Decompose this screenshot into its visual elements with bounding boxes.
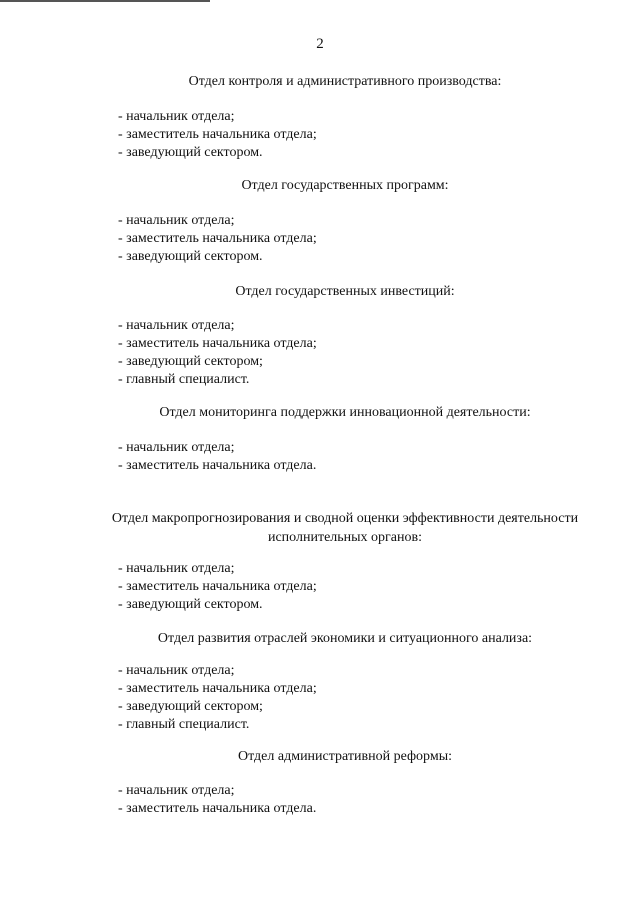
position-list-economy-sectors bbox=[118, 662, 317, 734]
top-rule bbox=[0, 0, 210, 2]
section-title-state-investments: Отдел государственных инвестиций: bbox=[235, 284, 455, 299]
list-item: - заведующий сектором; bbox=[118, 354, 263, 369]
list-item: - начальник отдела; bbox=[118, 783, 235, 798]
section-title-line: Отдел макропрогнозирования и сводной оценки эффективности деятельности bbox=[111, 511, 579, 526]
position-list-control bbox=[118, 108, 317, 162]
list-item: - заместитель начальника отдела; bbox=[118, 336, 317, 351]
list-item: - начальник отдела; bbox=[118, 213, 235, 228]
list-item: - начальник отдела; bbox=[118, 109, 235, 124]
section-title-admin-reform: Отдел административной реформы: bbox=[238, 749, 452, 764]
list-item: - заведующий сектором; bbox=[118, 699, 263, 714]
section-title-innovation-monitoring: Отдел мониторинга поддержки инновационной деятельности: bbox=[159, 405, 531, 420]
section-title-state-programs: Отдел государственных программ: bbox=[241, 178, 449, 193]
list-item: - заместитель начальника отдела. bbox=[118, 801, 317, 816]
position-list-macro-forecasting bbox=[118, 560, 317, 614]
page-number: 2 bbox=[316, 36, 324, 52]
section-title-macro-forecasting bbox=[40, 509, 640, 547]
list-item: - заместитель начальника отдела; bbox=[118, 579, 317, 594]
list-item: - заместитель начальника отдела; bbox=[118, 681, 317, 696]
section-title-economy-sectors: Отдел развития отраслей экономики и ситуационного анализа: bbox=[157, 631, 533, 646]
section-title-control: Отдел контроля и административного производства: bbox=[188, 74, 502, 89]
list-item: - начальник отдела; bbox=[118, 561, 235, 576]
position-list-state-investments bbox=[118, 317, 317, 389]
section-title-line: исполнительных органов: bbox=[267, 530, 423, 545]
list-item: - заведующий сектором. bbox=[118, 249, 263, 264]
position-list-innovation-monitoring bbox=[118, 439, 316, 475]
list-item: - главный специалист. bbox=[118, 372, 250, 387]
position-list-admin-reform bbox=[118, 782, 316, 818]
list-item: - заведующий сектором. bbox=[118, 597, 263, 612]
list-item: - начальник отдела; bbox=[118, 318, 235, 333]
list-item: - главный специалист. bbox=[118, 717, 250, 732]
list-item: - заместитель начальника отдела; bbox=[118, 127, 317, 142]
list-item: - начальник отдела; bbox=[118, 663, 235, 678]
position-list-state-programs bbox=[118, 212, 317, 266]
list-item: - заместитель начальника отдела. bbox=[118, 458, 317, 473]
list-item: - заместитель начальника отдела; bbox=[118, 231, 317, 246]
list-item: - заведующий сектором. bbox=[118, 145, 263, 160]
list-item: - начальник отдела; bbox=[118, 440, 235, 455]
